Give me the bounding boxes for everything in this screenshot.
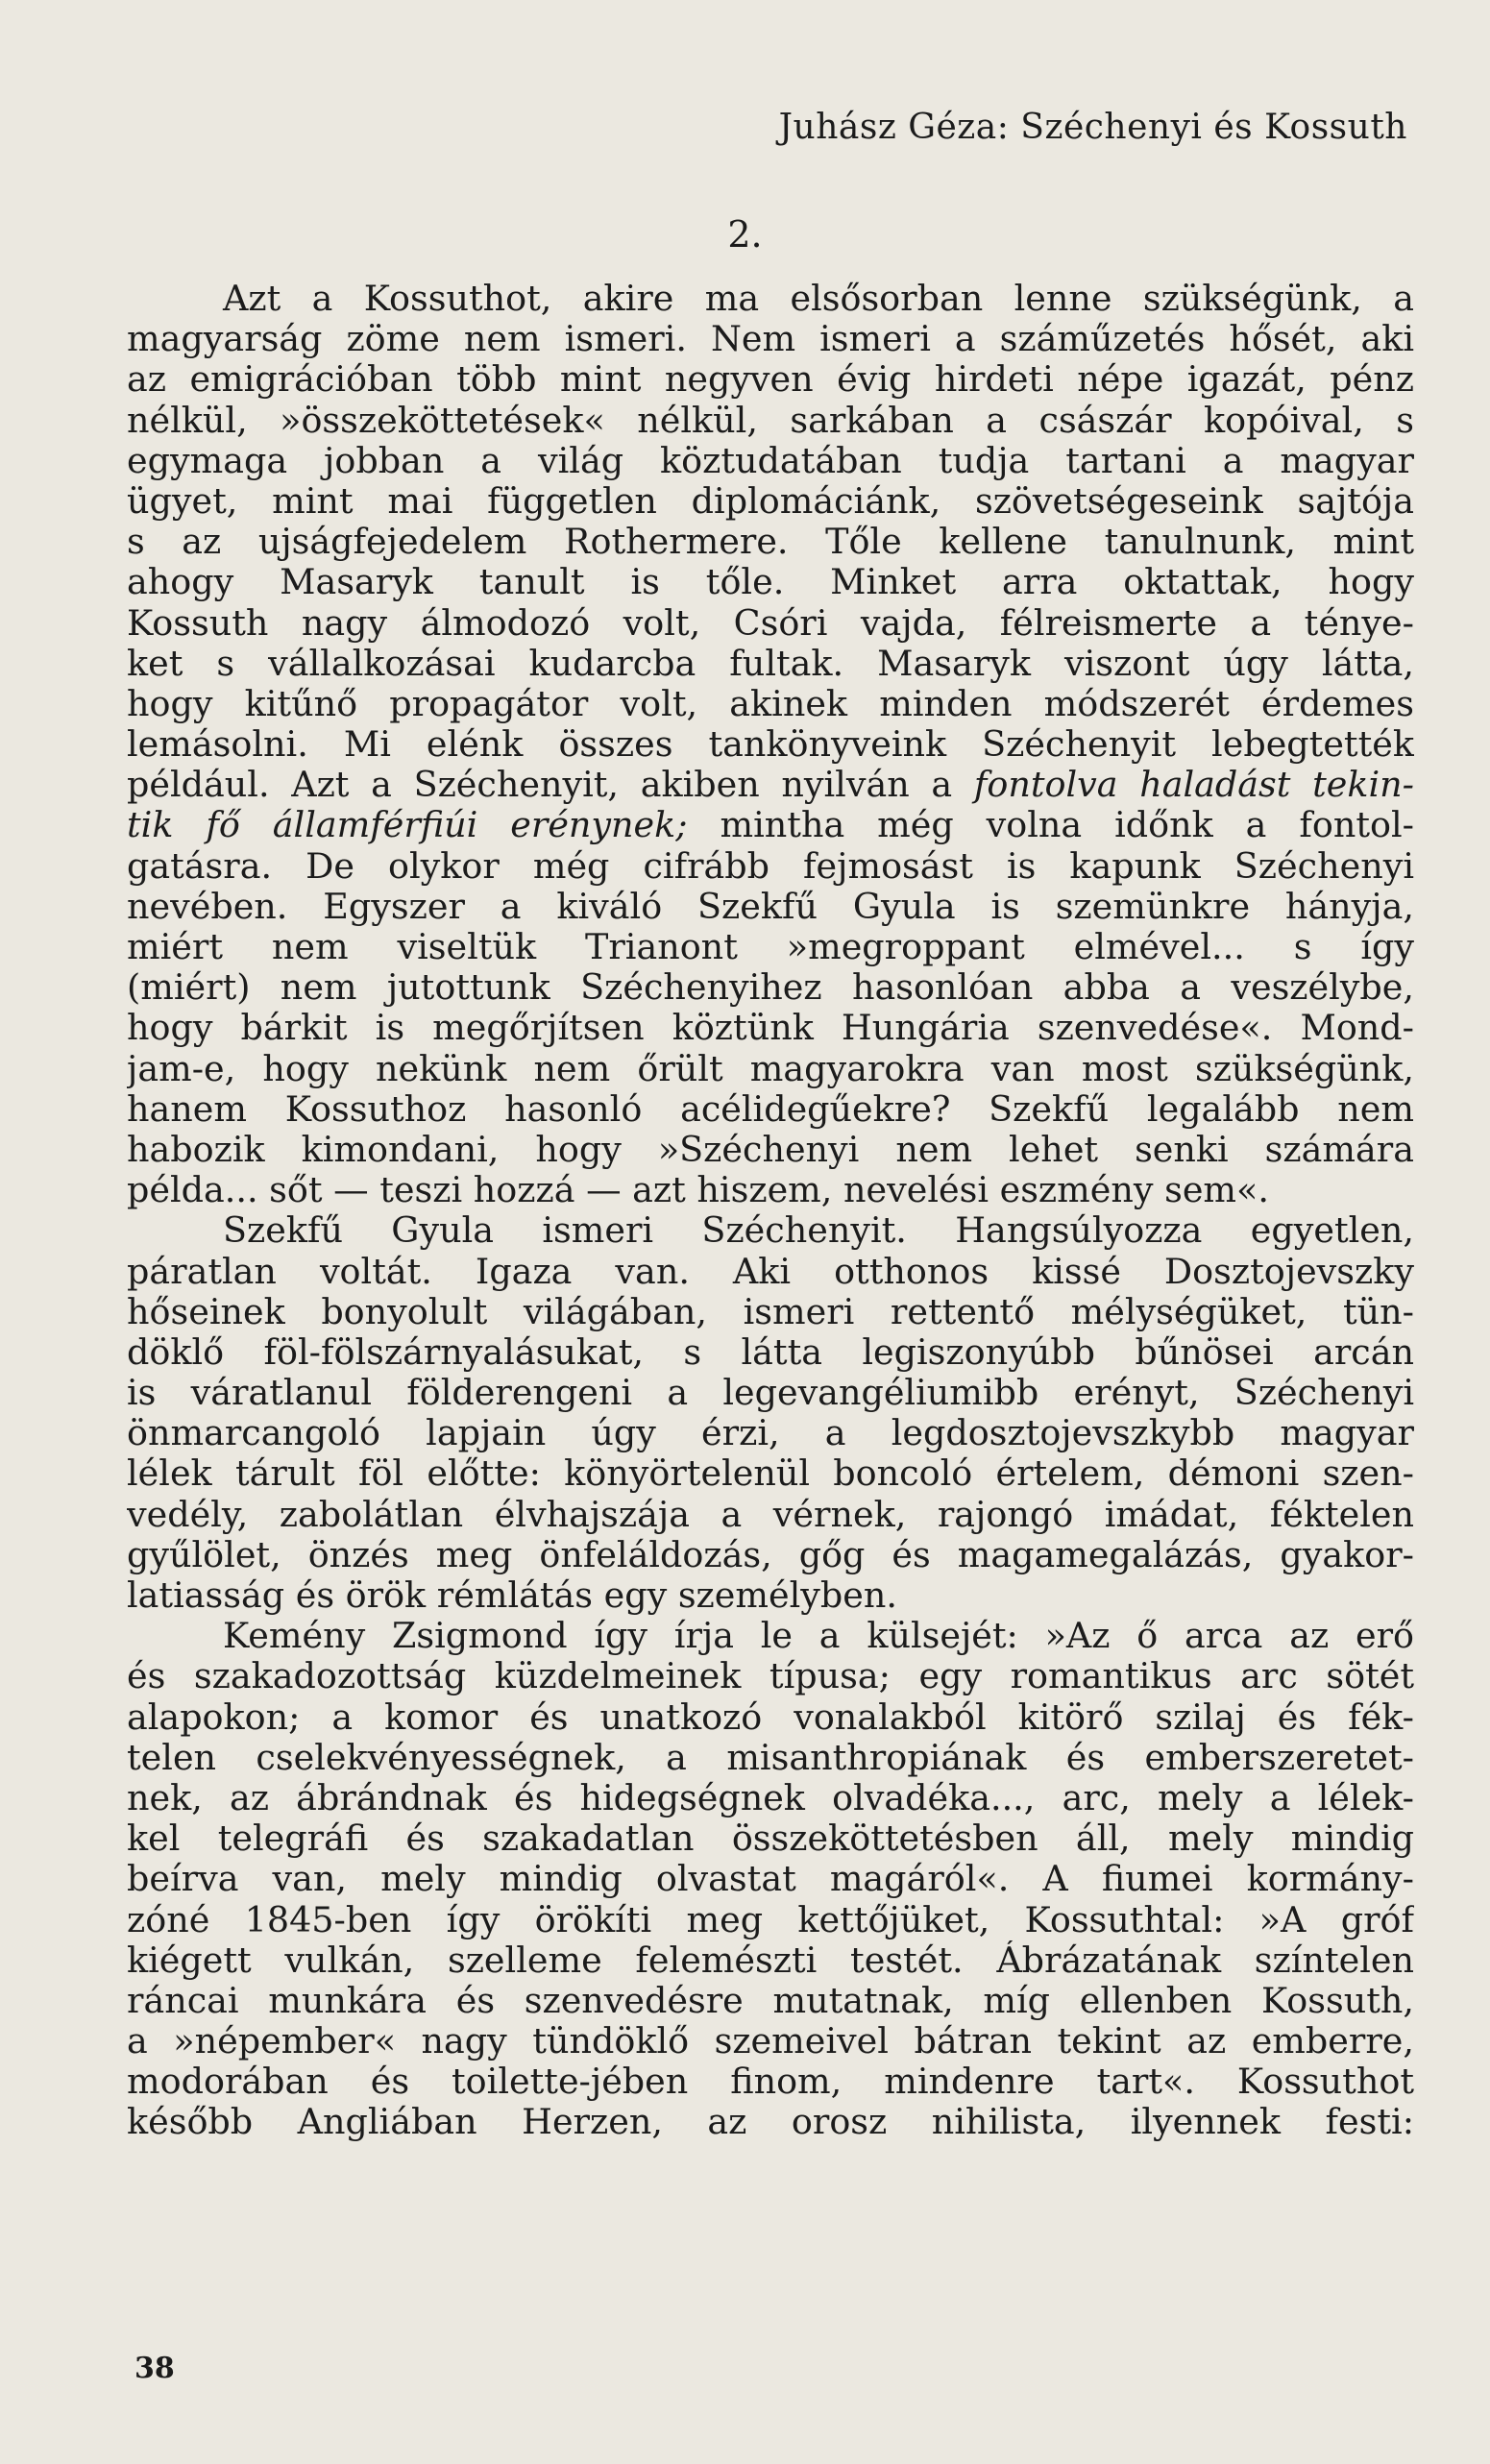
text-line: is váratlanul földerengeni a legevangéliumibb erényt, Széchenyi bbox=[127, 1373, 1414, 1414]
text-line: nélkül, »összeköttetések« nélkül, sarkában a császár kopóival, s bbox=[127, 400, 1414, 441]
text-line: alapokon; a komor és unatkozó vonalakból kitörő szilaj és fék- bbox=[127, 1696, 1414, 1738]
text-line: hőseinek bonyolult világában, ismeri rettentő mélységüket, tün- bbox=[127, 1291, 1414, 1332]
text-line: és szakadozottság küzdelmeinek típusa; egy romantikus arc sötét bbox=[127, 1656, 1414, 1697]
text-line: beírva van, mely mindig olvastat magáról«. A fiumei kormány- bbox=[127, 1859, 1414, 1900]
text-line: Kemény Zsigmond így írja le a külsejét: »Az ő arca az erő bbox=[223, 1616, 1414, 1657]
section-number: 2. bbox=[727, 213, 763, 256]
text-line: példa... sőt — teszi hozzá — azt hiszem, nevelési eszmény sem«. bbox=[127, 1170, 1269, 1211]
text-line-with-italic bbox=[127, 765, 1414, 805]
text-line: ahogy Masaryk tanult is tőle. Minket arra oktattak, hogy bbox=[127, 562, 1414, 603]
text-line: jam-e, hogy nekünk nem őrült magyarokra van most szükségünk, bbox=[127, 1048, 1414, 1089]
text-line: döklő föl-fölszárnyalásukat, s látta legiszonyúbb bűnösei arcán bbox=[127, 1331, 1414, 1373]
text-line: habozik kimondani, hogy »Széchenyi nem lehet senki számára bbox=[127, 1129, 1414, 1170]
text-line-end: mintha még volna időnk a fontol- bbox=[687, 805, 1414, 846]
text-line: telen cselekvényességnek, a misanthropiának és emberszeretet- bbox=[127, 1737, 1414, 1778]
text-line: ráncai munkára és szenvedésre mutatnak, míg ellenben Kossuth, bbox=[127, 1980, 1414, 2021]
text-line: kiégett vulkán, szelleme felemészti testét. Ábrázatának színtelen bbox=[127, 1939, 1414, 1981]
text-line: ket s vállalkozásai kudarcba fultak. Masaryk viszont úgy látta, bbox=[127, 643, 1414, 684]
text-line: hogy kitűnő propagátor volt, akinek minden módszerét érdemes bbox=[127, 683, 1414, 724]
text-line: gatásra. De olykor még cifrább fejmosást is kapunk Széchenyi bbox=[127, 845, 1414, 887]
text-line: modorában és toilette-jében finom, mindenre tart«. Kossuthot bbox=[127, 2061, 1414, 2103]
text-line: Azt a Kossuthot, akire ma elsősorban lenne szükségünk, a bbox=[223, 279, 1414, 319]
text-line: Kossuth nagy álmodozó volt, Csóri vajda, félreismerte a ténye- bbox=[127, 602, 1414, 644]
text-line: magyarság zöme nem ismeri. Nem ismeri a száműzetés hősét, aki bbox=[127, 319, 1414, 360]
text-line: lélek tárult föl előtte: könyörtelenül boncoló értelem, démoni szen- bbox=[127, 1453, 1414, 1495]
italic-phrase: tik fő államférfiúi erénynek; bbox=[127, 805, 688, 846]
text-line: kel telegráfi és szakadatlan összeköttetésben áll, mely mindig bbox=[127, 1818, 1414, 1860]
running-header: Juhász Géza: Széchenyi és Kossuth bbox=[778, 108, 1407, 147]
text-line: gyűlölet, önzés meg önfeláldozás, gőg és magamegalázás, gyakor- bbox=[127, 1534, 1414, 1575]
text-line-with-italic bbox=[127, 805, 1414, 845]
text-line: s az ujságfejedelem Rothermere. Tőle kellene tanulnunk, mint bbox=[127, 522, 1414, 563]
text-line: nek, az ábrándnak és hidegségnek olvadéka..., arc, mely a lélek- bbox=[127, 1777, 1414, 1818]
text-line: nevében. Egyszer a kiváló Szekfű Gyula is szemünkre hányja, bbox=[127, 886, 1414, 927]
text-line: latiasság és örök rémlátás egy személyben. bbox=[127, 1575, 897, 1616]
text-line: később Angliában Herzen, az orosz nihilista, ilyennek festi: bbox=[127, 2102, 1414, 2143]
text-line: vedély, zabolátlan élvhajszája a vérnek, rajongó imádat, féktelen bbox=[127, 1494, 1414, 1535]
italic-phrase: fontolva haladást tekin- bbox=[973, 765, 1414, 806]
text-line: lemásolni. Mi elénk összes tankönyveink Széchenyit lebegtették bbox=[127, 724, 1414, 766]
text-line: miért nem viseltük Trianont »megroppant elmével... s így bbox=[127, 927, 1414, 967]
text-line: az emigrációban több mint negyven évig hirdeti népe igazát, pénz bbox=[127, 359, 1414, 401]
text-line: ügyet, mint mai független diplomáciánk, szövetségeseink sajtója bbox=[127, 480, 1414, 522]
text-line: Szekfű Gyula ismeri Széchenyit. Hangsúlyozza egyetlen, bbox=[223, 1210, 1414, 1252]
text-line: páratlan voltát. Igaza van. Aki otthonos kissé Dosztojevszky bbox=[127, 1251, 1414, 1292]
text-line: önmarcangoló lapjain úgy érzi, a legdosztojevszkybb magyar bbox=[127, 1413, 1414, 1454]
body-text bbox=[127, 279, 1414, 2143]
text-line: a »népember« nagy tündöklő szemeivel bátran tekint az emberre, bbox=[127, 2021, 1414, 2062]
page-number: 38 bbox=[134, 2352, 175, 2385]
text-line: egymaga jobban a világ köztudatában tudja tartani a magyar bbox=[127, 440, 1414, 481]
text-line: hanem Kossuthoz hasonló acélidegűekre? Szekfű legalább nem bbox=[127, 1088, 1414, 1130]
text-line: zóné 1845-ben így örökíti meg kettőjüket, Kossuthtal: »A gróf bbox=[127, 1899, 1414, 1940]
text-line: (miért) nem jutottunk Széchenyihez hasonlóan abba a veszélybe, bbox=[127, 967, 1414, 1009]
text-line: hogy bárkit is megőrjítsen köztünk Hungária szenvedése«. Mond- bbox=[127, 1008, 1414, 1049]
text-line-start: például. Azt a Széchenyit, akiben nyilván a bbox=[127, 765, 974, 806]
